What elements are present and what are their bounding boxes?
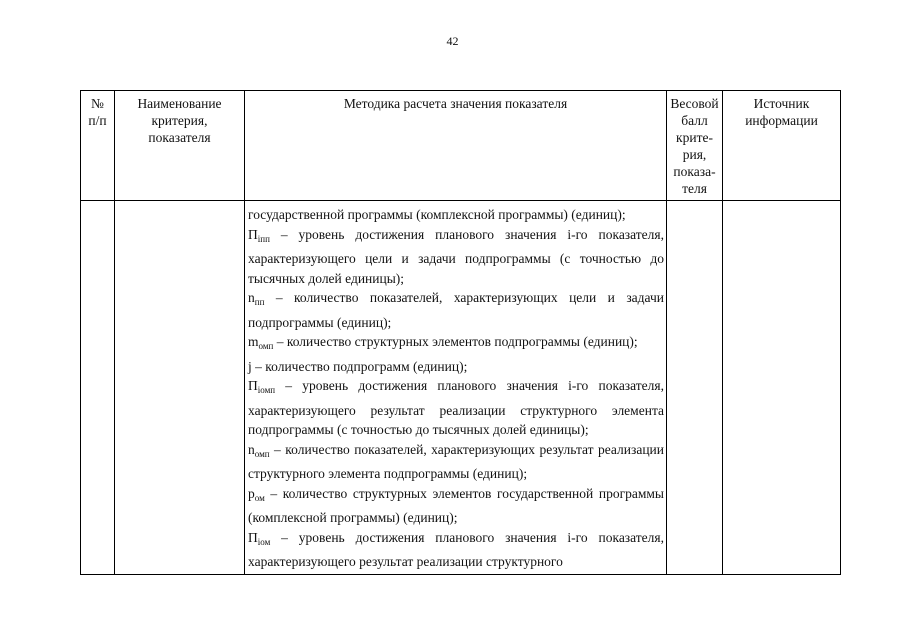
variable-subscript: iомп (257, 385, 276, 395)
cell-criterion-name (115, 201, 245, 575)
cell-calculation-method (245, 201, 667, 575)
variable-description: – уровень достижения планового значения i-го показателя, характеризующего цели и задачи подпрограммы (с точностью до тысячных долей единицы); (248, 226, 664, 286)
page-number: 42 (446, 34, 459, 48)
table-header-row (81, 91, 841, 201)
header-criterion-name: Наименование критерия, показателя (115, 91, 245, 201)
variable-symbol: n (248, 441, 255, 457)
variable-description: – количество структурных элементов государственной программы (комплексной программы) (единиц); (248, 485, 664, 525)
variable-description: – количество показателей, характеризующих результат реализации структурного элемента подпрограммы (единиц); (248, 441, 664, 481)
cell-information-source (723, 201, 841, 575)
variable-subscript: омп (254, 448, 270, 459)
header-information-source: Источник информации (723, 91, 841, 201)
variable-description: – количество структурных элементов подпрограммы (единиц); (273, 334, 638, 349)
variable-subscript: iом (257, 536, 271, 547)
table-row (81, 201, 841, 575)
method-paragraph (248, 357, 664, 377)
cell-number (81, 201, 115, 575)
variable-description: – уровень достижения планового значения i-го показателя, характеризующего результат реализации структурного элемента подпрограммы (с точностью до тысячных долей единицы); (248, 378, 664, 437)
method-text (248, 205, 664, 572)
method-paragraph (248, 332, 664, 357)
variable-subscript: пп (254, 297, 265, 307)
method-paragraph (248, 225, 664, 289)
header-calculation-method: Методика расчета значения показателя (245, 91, 667, 201)
variable-subscript: ом (254, 492, 265, 503)
variable-description: – уровень достижения планового значения i-го показателя, характеризующего результат реализации структурного (248, 529, 664, 569)
criteria-table (80, 90, 841, 575)
variable-symbol: П (248, 226, 258, 242)
method-paragraph (248, 528, 664, 572)
header-number: № п/п (81, 91, 115, 201)
method-paragraph (248, 288, 664, 332)
variable-symbol: j (248, 358, 252, 374)
variable-subscript: омп (258, 341, 274, 351)
method-paragraph (248, 205, 664, 225)
variable-description: – количество показателей, характеризующих цели и задачи подпрограммы (единиц); (248, 290, 664, 330)
variable-symbol: m (248, 334, 259, 349)
variable-symbol: n (248, 290, 255, 305)
variable-symbol: р (248, 485, 255, 501)
variable-description: – количество подпрограмм (единиц); (251, 358, 468, 374)
variable-subscript: iпп (257, 233, 270, 244)
header-weight-score: Весовой балл крите- рия, показа- теля (667, 91, 723, 201)
variable-symbol: П (248, 529, 258, 545)
cell-weight-score (667, 201, 723, 575)
method-paragraph (248, 376, 664, 440)
method-paragraph (248, 440, 664, 484)
variable-description: государственной программы (комплексной программы) (единиц); (248, 207, 626, 222)
variable-symbol: П (248, 378, 258, 393)
method-paragraph (248, 484, 664, 528)
